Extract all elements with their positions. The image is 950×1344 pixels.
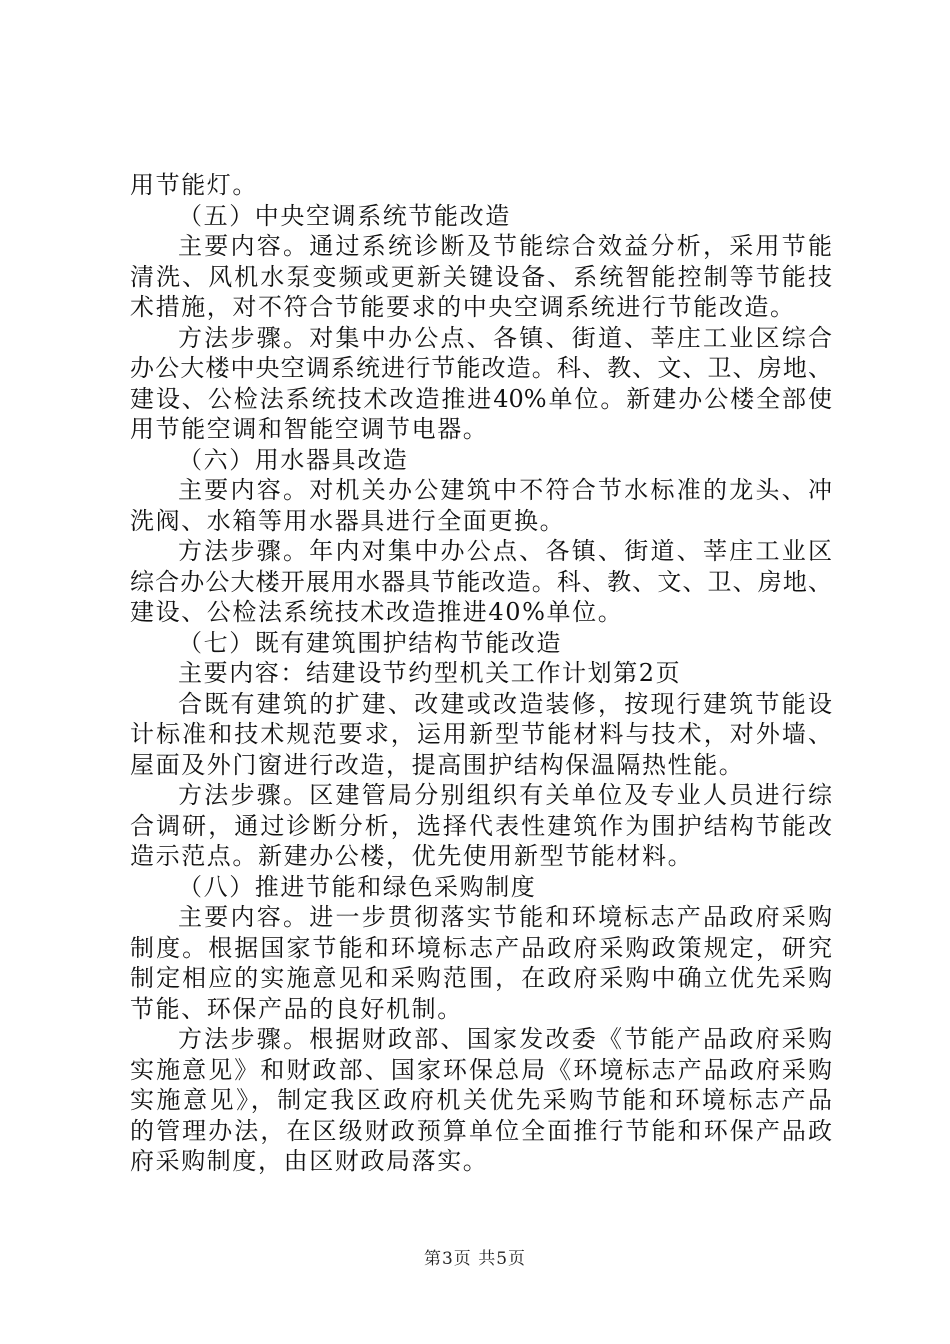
paragraph-first-line: 主要内容。通过系统诊断及节能综合效益分析，采用节能 [178,232,832,260]
paragraph-line: 办公大楼中央空调系统进行节能改造。科、教、文、卫、房地、 [130,354,832,382]
paragraph-first-line: （五）中央空调系统节能改造 [178,201,511,230]
paragraph-line: 建设、公检法系统技术改造推进40%单位。 [130,598,624,626]
paragraph-line: 屋面及外门窗进行改造，提高围护结构保温隔热性能。 [130,750,745,779]
paragraph-line: 实施意见》和财政部、国家环保总局《环境标志产品政府采购 [130,1055,832,1084]
paragraph-line: 建设、公检法系统技术改造推进40%单位。新建办公楼全部使 [130,384,832,413]
paragraph-line: 计标准和技术规范要求，运用新型节能材料与技术，对外墙、 [130,720,832,748]
document-body [130,170,832,1177]
paragraph-first-line: 合既有建筑的扩建、改建或改造装修，按现行建筑节能设 [178,689,832,718]
paragraph-line: 合调研，通过诊断分析，选择代表性建筑作为围护结构节能改 [130,811,832,840]
paragraph-first-line: 主要内容。对机关办公建筑中不符合节水标准的龙头、冲 [178,476,832,504]
paragraph-line: 洗阀、水箱等用水器具进行全面更换。 [130,506,566,535]
paragraph-first-line: （八）推进节能和绿色采购制度 [178,872,537,901]
paragraph-first-line: 方法步骤。年内对集中办公点、各镇、街道、莘庄工业区 [178,537,832,565]
paragraph-first-line: 方法步骤。根据财政部、国家发改委《节能产品政府采购 [178,1025,832,1053]
paragraph-line: 清洗、风机水泵变频或更新关键设备、系统智能控制等节能技 [130,262,832,291]
paragraph-line: 实施意见》，制定我区政府机关优先采购节能和环境标志产品 [130,1086,832,1114]
paragraph-line: 府采购制度，由区财政局落实。 [130,1147,489,1175]
paragraph-first-line: 主要内容：结建设节约型机关工作计划第2页 [178,659,682,687]
paragraph-line: 的管理办法，在区级财政预算单位全面推行节能和环保产品政 [130,1116,832,1145]
paragraph-line: 制度。根据国家节能和环境标志产品政府采购政策规定，研究 [130,933,832,962]
paragraph-first-line: 方法步骤。区建管局分别组织有关单位及专业人员进行综 [178,781,832,809]
paragraph-line: 术措施，对不符合节能要求的中央空调系统进行节能改造。 [130,293,796,321]
paragraph-first-line: （六）用水器具改造 [178,445,409,474]
paragraph-first-line: （七）既有建筑围护结构节能改造 [178,628,562,657]
paragraph-line: 造示范点。新建办公楼，优先使用新型节能材料。 [130,842,694,870]
paragraph-line: 用节能灯。 [130,171,258,199]
paragraph-line: 制定相应的实施意见和采购范围，在政府采购中确立优先采购 [130,964,832,992]
paragraph-line: 节能、环保产品的良好机制。 [130,994,463,1023]
paragraph-first-line: 主要内容。进一步贯彻落实节能和环境标志产品政府采购 [178,903,832,931]
paragraph-first-line: 方法步骤。对集中办公点、各镇、街道、莘庄工业区综合 [178,323,832,352]
page-footer: 第3页 共5页 [423,1249,527,1269]
paragraph-line: 用节能空调和智能空调节电器。 [130,415,489,443]
paragraph-line: 综合办公大楼开展用水器具节能改造。科、教、文、卫、房地、 [130,567,832,596]
